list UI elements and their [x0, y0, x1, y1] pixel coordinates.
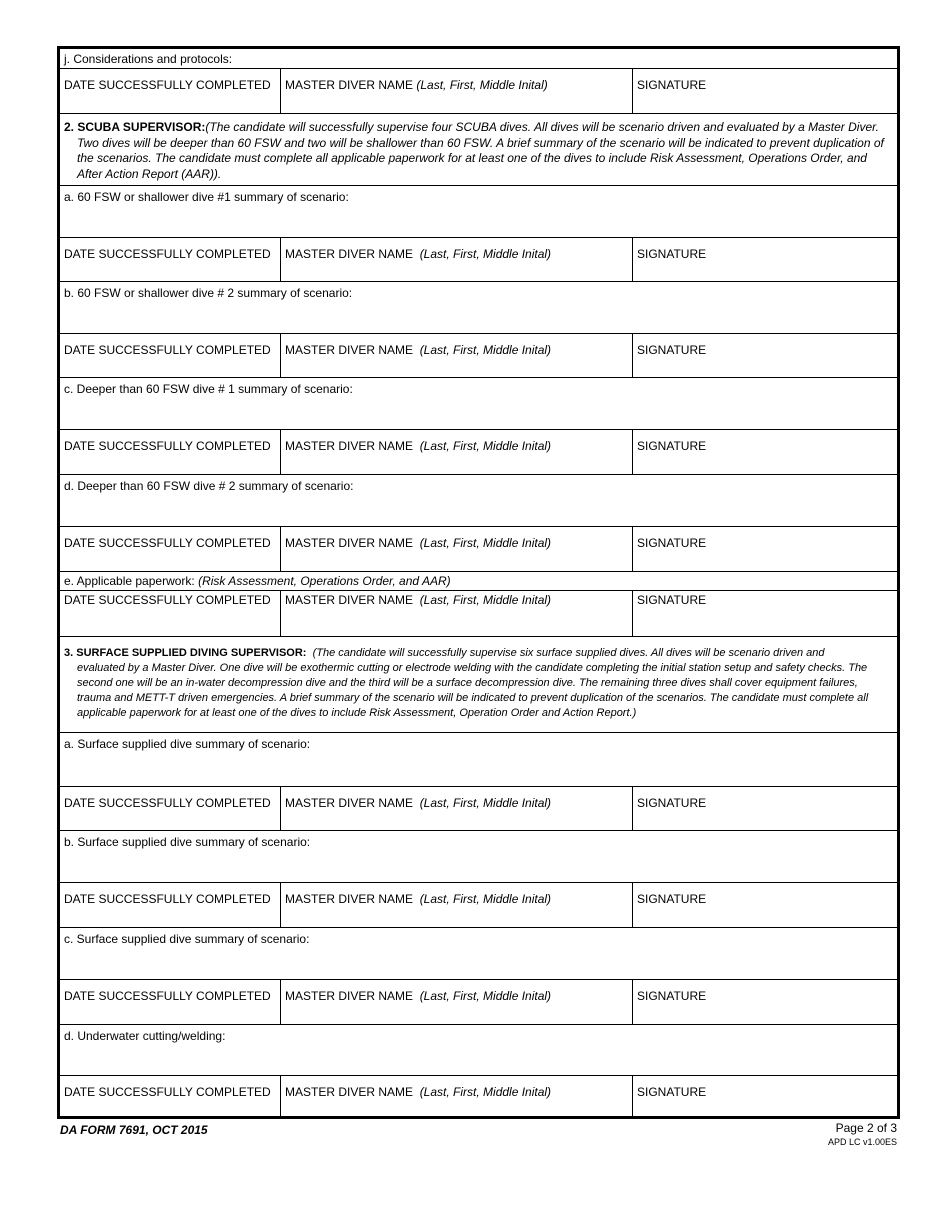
- scenario-row-3a[interactable]: [60, 733, 897, 787]
- date-label: DATE SUCCESSFULLY COMPLETED: [64, 343, 271, 357]
- master-diver-name-field[interactable]: [281, 980, 633, 1024]
- scenario-row-3c[interactable]: [60, 928, 897, 980]
- scenario-label: d. Deeper than 60 FSW dive # 2 summary of scenario:: [64, 479, 354, 493]
- section-2-intro: 2. SCUBA SUPERVISOR:(The candidate will successfully supervise four SCUBA dives. All dives will be scenario driven and evaluated by a Master Diver. Two dives will be deeper than 60 FSW and two will be shallower than 60 FSW. A brief summary of the scenario will be indicated to prevent duplication of the scenarios. The candidate must complete all applicable paperwork for at least one of the dives to include Risk Assessment, Operations Order, and After Action Report (AAR)).: [64, 120, 893, 182]
- section-2-heading: 2. SCUBA SUPERVISOR:: [64, 120, 206, 134]
- signoff-row-2e: [60, 591, 897, 637]
- considerations-row: [60, 49, 897, 69]
- master-diver-name-field[interactable]: [281, 787, 633, 830]
- name-label: MASTER DIVER NAME (Last, First, Middle Inital): [285, 593, 552, 607]
- date-field[interactable]: [60, 787, 281, 830]
- master-diver-name-field[interactable]: [281, 69, 633, 113]
- section-3-body: evaluated by a Master Diver. One dive will be exothermic cutting or electrode welding with the candidate completing the initial station setup and safety checks. The second one will be an in-water decompression dive and the third will be a surface decompression dive. The remaining three dives shall cover equipment failures, trauma and METT-T driven emergencies. A brief summary of the scenario will be indicated to prevent duplication of the scenarios. The candidate must complete all applicable paperwork for at least one of the dives to include Risk Assessment, Operation Order and Action Report.): [77, 662, 869, 719]
- name-label: MASTER DIVER NAME (Last, First, Middle Inital): [285, 989, 552, 1003]
- signoff-row-2c: [60, 430, 897, 475]
- name-label: MASTER DIVER NAME (Last, First, Middle Inital): [285, 439, 552, 453]
- date-label: DATE SUCCESSFULLY COMPLETED: [64, 1085, 271, 1099]
- scenario-label: c. Surface supplied dive summary of scenario:: [64, 932, 310, 946]
- scenario-label: b. Surface supplied dive summary of scenario:: [64, 835, 311, 849]
- date-field[interactable]: [60, 69, 281, 113]
- date-field[interactable]: [60, 334, 281, 377]
- scenario-row-2b[interactable]: [60, 282, 897, 334]
- page-number: Page 2 of 3: [835, 1121, 897, 1135]
- scenario-row-3d[interactable]: [60, 1025, 897, 1076]
- date-field[interactable]: [60, 430, 281, 474]
- master-diver-name-field[interactable]: [281, 591, 633, 636]
- master-diver-name-field[interactable]: [281, 238, 633, 281]
- signature-field[interactable]: [633, 787, 897, 830]
- name-label: MASTER DIVER NAME (Last, First, Middle Inital): [285, 536, 552, 550]
- date-label: DATE SUCCESSFULLY COMPLETED: [64, 439, 271, 453]
- section-2-header: [60, 114, 897, 186]
- signature-field[interactable]: [633, 238, 897, 281]
- master-diver-name-field[interactable]: [281, 527, 633, 571]
- scenario-row-2a[interactable]: [60, 186, 897, 238]
- paperwork-row: [60, 572, 897, 591]
- scenario-row-3b[interactable]: [60, 831, 897, 883]
- date-label: DATE SUCCESSFULLY COMPLETED: [64, 247, 271, 261]
- section-3-header: [60, 637, 897, 733]
- signature-label: SIGNATURE: [637, 247, 707, 261]
- signature-label: SIGNATURE: [637, 78, 707, 92]
- section-3-heading: 3. SURFACE SUPPLIED DIVING SUPERVISOR:: [64, 647, 307, 659]
- date-label: DATE SUCCESSFULLY COMPLETED: [64, 989, 271, 1003]
- name-label: MASTER DIVER NAME (Last, First, Middle Inital): [285, 796, 552, 810]
- date-field[interactable]: [60, 1076, 281, 1116]
- name-label: MASTER DIVER NAME (Last, First, Middle Inital): [285, 247, 552, 261]
- master-diver-name-field[interactable]: [281, 334, 633, 377]
- scenario-label: c. Deeper than 60 FSW dive # 1 summary of scenario:: [64, 382, 353, 396]
- signature-label: SIGNATURE: [637, 439, 707, 453]
- date-label: DATE SUCCESSFULLY COMPLETED: [64, 892, 271, 906]
- signoff-row-j: [60, 69, 897, 114]
- signature-field[interactable]: [633, 883, 897, 927]
- considerations-label: j. Considerations and protocols:: [64, 52, 233, 66]
- scenario-label: b. 60 FSW or shallower dive # 2 summary of scenario:: [64, 286, 353, 300]
- signature-label: SIGNATURE: [637, 989, 707, 1003]
- date-field[interactable]: [60, 591, 281, 636]
- date-label: DATE SUCCESSFULLY COMPLETED: [64, 796, 271, 810]
- form-frame: [57, 46, 900, 1119]
- name-label: MASTER DIVER NAME (Last, First, Middle Inital): [285, 343, 552, 357]
- signature-field[interactable]: [633, 430, 897, 474]
- signature-field[interactable]: [633, 980, 897, 1024]
- signoff-row-3b: [60, 883, 897, 928]
- scenario-label: a. Surface supplied dive summary of scenario:: [64, 737, 311, 751]
- signature-label: SIGNATURE: [637, 1085, 707, 1099]
- scenario-label: a. 60 FSW or shallower dive #1 summary of scenario:: [64, 190, 349, 204]
- signoff-row-2b: [60, 334, 897, 378]
- signature-label: SIGNATURE: [637, 593, 707, 607]
- date-field[interactable]: [60, 883, 281, 927]
- signature-field[interactable]: [633, 334, 897, 377]
- form-id: DA FORM 7691, OCT 2015: [60, 1123, 208, 1137]
- date-field[interactable]: [60, 238, 281, 281]
- date-label: DATE SUCCESSFULLY COMPLETED: [64, 593, 271, 607]
- signoff-row-2a: [60, 238, 897, 282]
- signoff-row-3a: [60, 787, 897, 831]
- name-label: MASTER DIVER NAME (Last, First, Middle Inital): [285, 892, 552, 906]
- signature-label: SIGNATURE: [637, 343, 707, 357]
- section-3-intro: 3. SURFACE SUPPLIED DIVING SUPERVISOR: (The candidate will successfully supervise six surface supplied dives. All dives will be scenario driven and evaluated by a Master Diver. One dive will be exothermic cutting or electrode welding with the candidate completing the initial station setup and safety checks. The second one will be an in-water decompression dive and the third will be a surface decompression dive. The remaining three dives shall cover equipment failures, trauma and METT-T driven emergencies. A brief summary of the scenario will be indicated to prevent duplication of the scenarios. The candidate must complete all applicable paperwork for at least one of the dives to include Risk Assessment, Operation Order and Action Report.): [64, 646, 893, 721]
- date-field[interactable]: [60, 527, 281, 571]
- master-diver-name-field[interactable]: [281, 1076, 633, 1116]
- master-diver-name-field[interactable]: [281, 430, 633, 474]
- signoff-row-2d: [60, 527, 897, 572]
- name-label: MASTER DIVER NAME (Last, First, Middle Inital): [285, 1085, 552, 1099]
- signoff-row-3d: [60, 1076, 897, 1116]
- signoff-row-3c: [60, 980, 897, 1025]
- scenario-label: d. Underwater cutting/welding:: [64, 1029, 226, 1043]
- paperwork-label: e. Applicable paperwork: (Risk Assessment, Operations Order, and AAR): [64, 574, 451, 588]
- signature-field[interactable]: [633, 591, 897, 636]
- signature-field[interactable]: [633, 69, 897, 113]
- signature-label: SIGNATURE: [637, 892, 707, 906]
- signature-field[interactable]: [633, 1076, 897, 1116]
- date-label: DATE SUCCESSFULLY COMPLETED: [64, 78, 271, 92]
- date-label: DATE SUCCESSFULLY COMPLETED: [64, 536, 271, 550]
- signature-label: SIGNATURE: [637, 796, 707, 810]
- scenario-row-2d[interactable]: [60, 475, 897, 527]
- scenario-row-2c[interactable]: [60, 378, 897, 430]
- form-version: APD LC v1.00ES: [827, 1137, 897, 1147]
- signature-label: SIGNATURE: [637, 536, 707, 550]
- date-field[interactable]: [60, 980, 281, 1024]
- name-label: MASTER DIVER NAME (Last, First, Middle Inital): [285, 78, 548, 92]
- section-2-body: Two dives will be deeper than 60 FSW and two will be shallower than 60 FSW. A brief summary of the scenario will be indicated to prevent duplication of the scenarios. The candidate must complete all applicable paperwork for at least one of the dives to include Risk Assessment, Operations Order, and After Action Report (AAR)).: [77, 135, 884, 181]
- master-diver-name-field[interactable]: [281, 883, 633, 927]
- signature-field[interactable]: [633, 527, 897, 571]
